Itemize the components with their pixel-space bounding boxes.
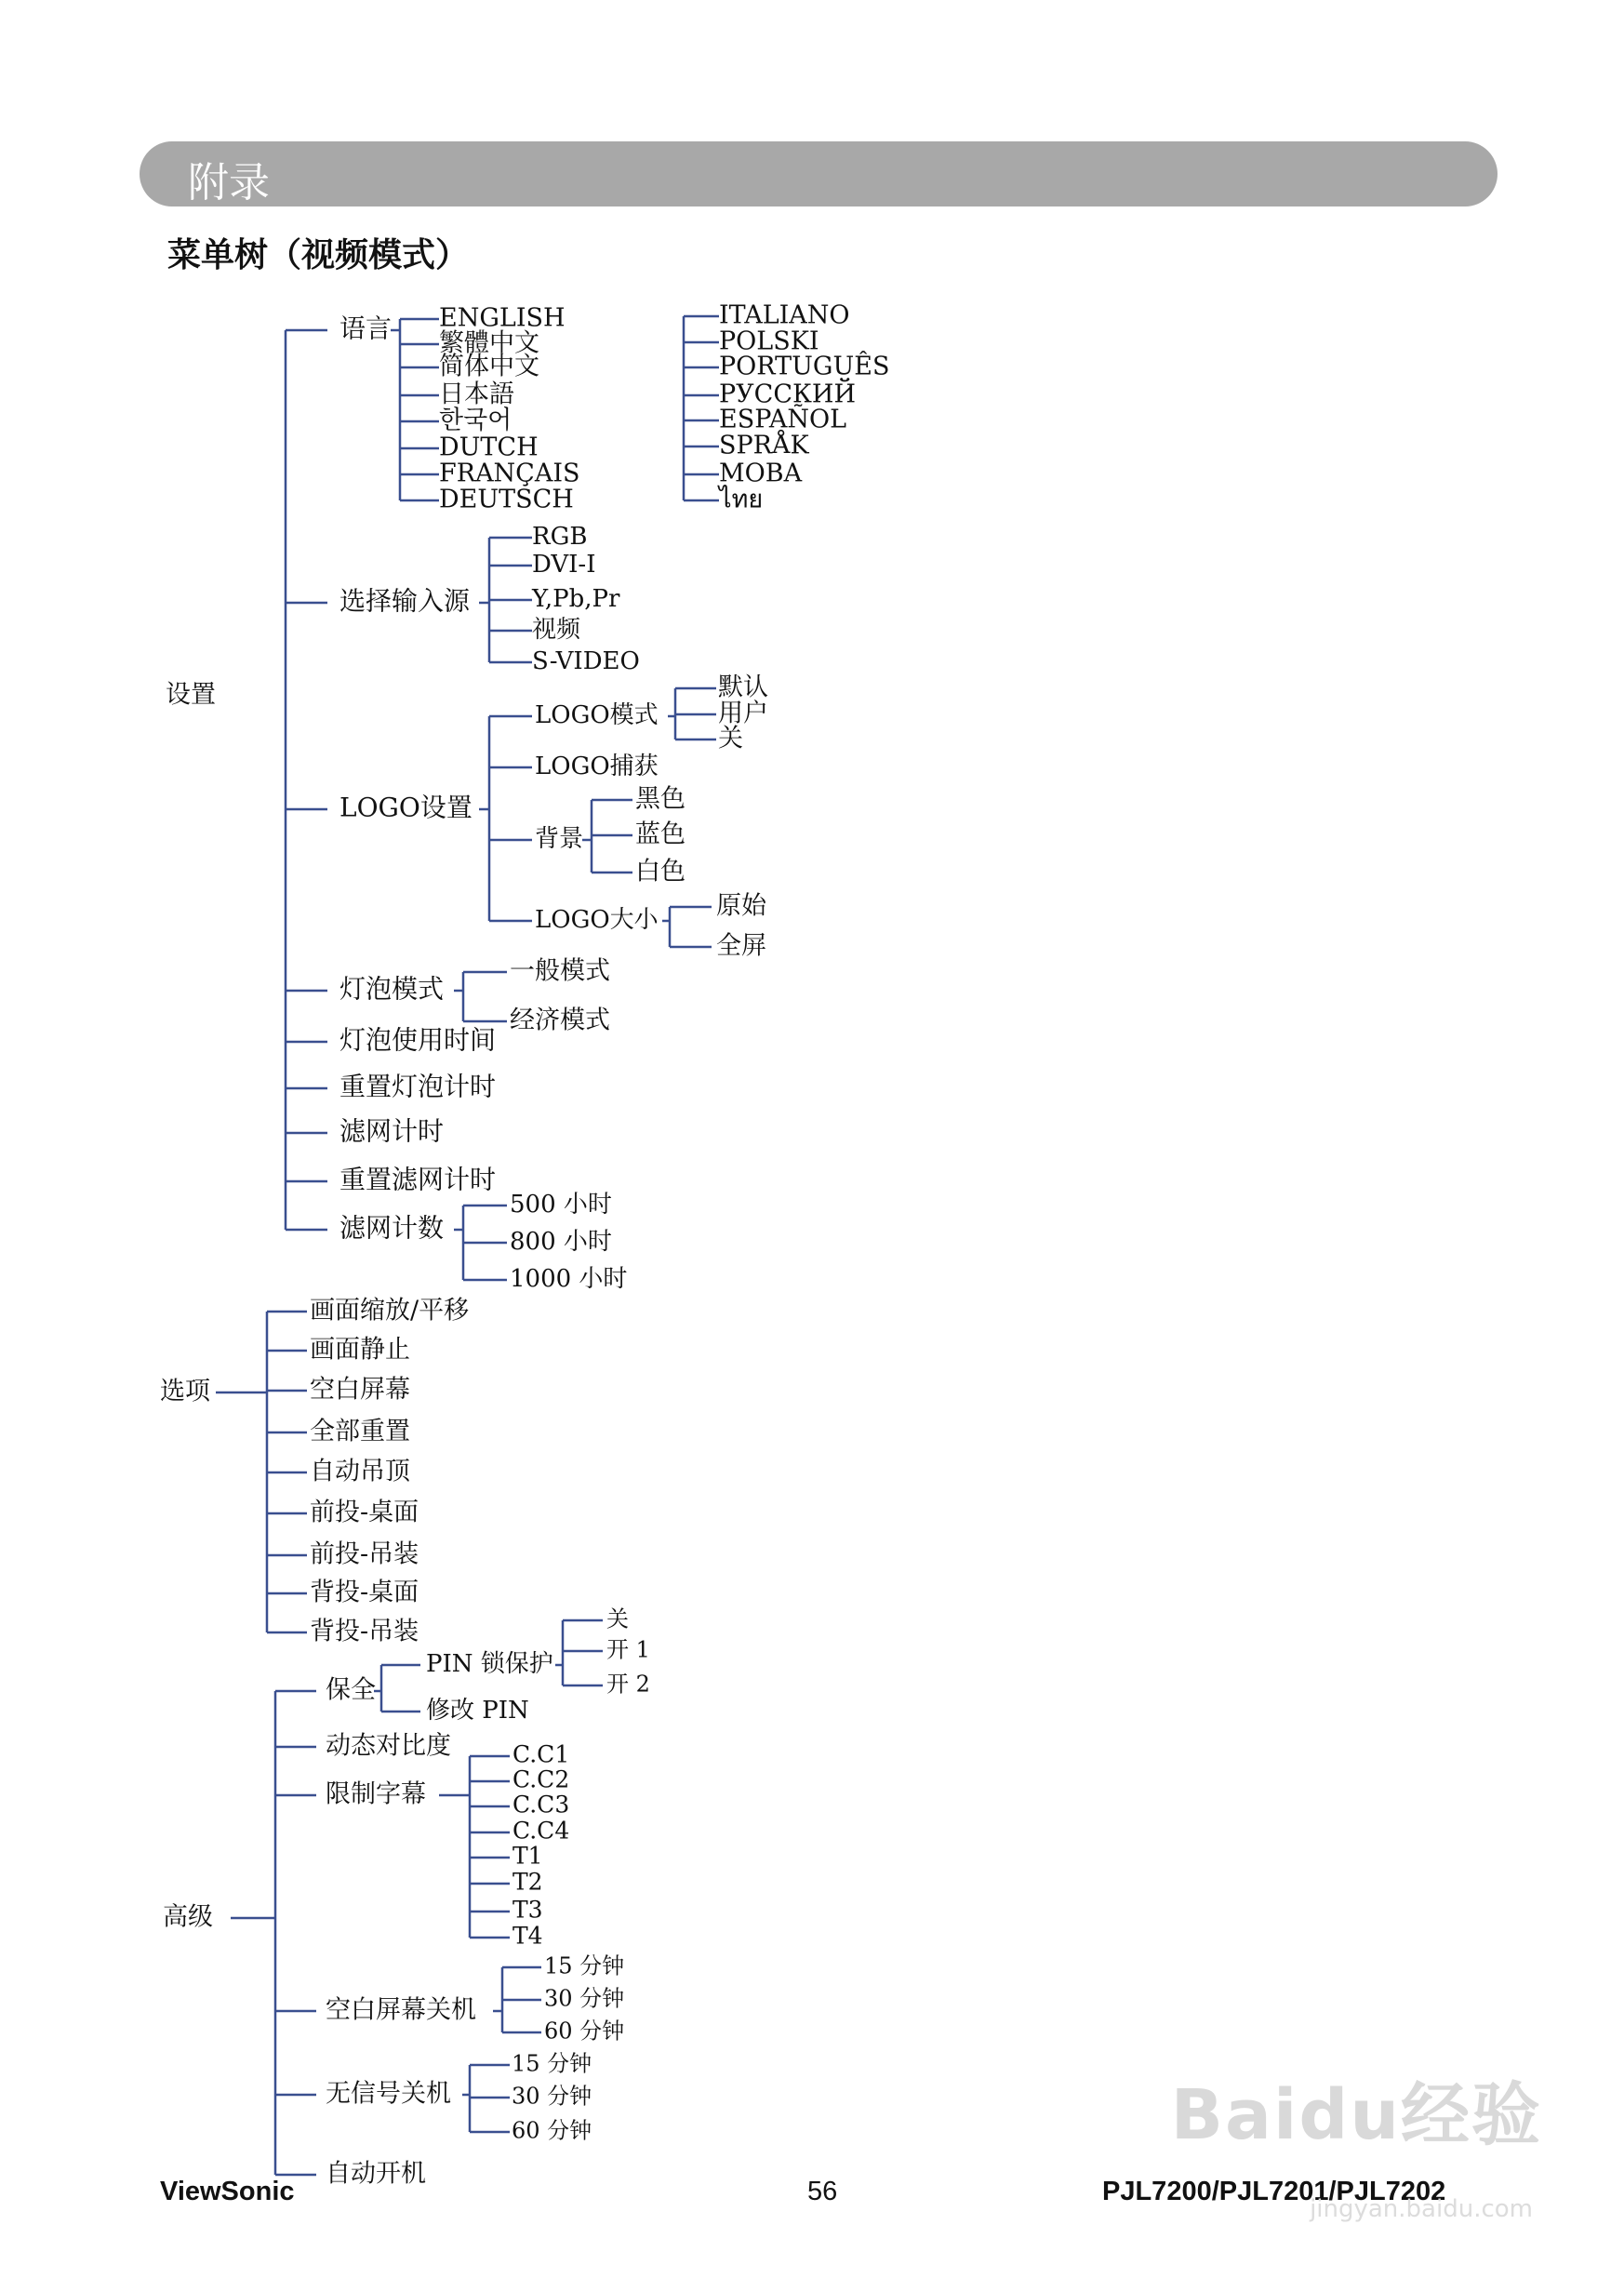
menu-item-label: C.C3 [512, 1791, 570, 1818]
menu-item-label: 保全 [326, 1675, 376, 1705]
top-menu-label: 高级 [163, 1902, 213, 1932]
menu-item-label: LOGO捕获 [535, 753, 659, 780]
menu-item-label: 原始 [716, 891, 766, 921]
menu-item-label: 繁體中文 [439, 328, 539, 358]
menu-item-label: 自动吊顶 [310, 1457, 410, 1486]
menu-item-label: 限制字幕 [326, 1779, 426, 1809]
menu-item-label: 60 分钟 [512, 2117, 592, 2144]
footer-brand: ViewSonic [160, 2177, 295, 2206]
menu-item-label: 自动开机 [326, 2159, 426, 2189]
menu-item-label: DEUTSCH [439, 485, 574, 514]
menu-item-label: 日本語 [439, 380, 514, 409]
menu-item-label: C.C1 [512, 1740, 570, 1768]
menu-item-label: 白色 [635, 857, 686, 886]
menu-item-label: MOBA [719, 459, 803, 488]
menu-item-label: 关 [606, 1605, 629, 1632]
menu-item-label: 全部重置 [310, 1417, 410, 1446]
menu-item-label: 开 2 [606, 1671, 650, 1698]
menu-item-label: LOGO模式 [535, 701, 659, 729]
menu-item-label: 15 分钟 [512, 2050, 592, 2077]
menu-item-label: 空白屏幕 [310, 1375, 410, 1405]
menu-item-label: 画面静止 [310, 1335, 410, 1365]
menu-item-label: DUTCH [439, 433, 539, 462]
menu-item-label: FRANÇAIS [439, 459, 580, 488]
footer-model: PJL7200/PJL7201/PJL7202 [1102, 2177, 1446, 2206]
menu-item-label: DVI-I [532, 551, 596, 579]
menu-item-label: 修改 PIN [426, 1697, 529, 1725]
menu-item-label: 滤网计数 [339, 1212, 445, 1244]
footer-page-number: 56 [807, 2177, 838, 2206]
menu-item-label: 蓝色 [635, 819, 686, 849]
menu-item-label: RGB [532, 523, 588, 551]
top-menu-label: 设置 [166, 680, 216, 710]
menu-item-label: 一般模式 [510, 956, 610, 986]
menu-item-label: 默认 [718, 673, 768, 702]
menu-item-label: 画面缩放/平移 [310, 1296, 470, 1326]
menu-item-label: ENGLISH [439, 303, 566, 333]
menu-item-label: 空白屏幕关机 [326, 1995, 476, 2025]
menu-item-label: Y,Pb,Pr [532, 585, 620, 613]
menu-item-label: РУССКИЙ [719, 380, 856, 409]
menu-item-label: 简体中文 [439, 352, 539, 381]
menu-item-label: LOGO大小 [535, 906, 659, 934]
menu-item-label: 重置灯泡计时 [339, 1071, 497, 1102]
menu-item-label: 前投-桌面 [310, 1498, 419, 1527]
menu-item-label: T1 [512, 1842, 543, 1870]
menu-item-label: 关 [718, 724, 743, 753]
menu-item-label: ไทย [719, 485, 764, 514]
menu-item-label: C.C4 [512, 1817, 570, 1845]
menu-item-label: 全屏 [716, 931, 766, 961]
menu-item-label: LOGO设置 [339, 792, 473, 823]
watermark-logo: Baidu经验 [1170, 2075, 1542, 2155]
menu-item-label: 背投-吊装 [310, 1617, 419, 1646]
menu-item-label: 无信号关机 [326, 2079, 451, 2109]
menu-item-label: 한국어 [439, 406, 512, 435]
watermark-url: jingyan.baidu.com [1310, 2195, 1533, 2223]
menu-item-label: 灯泡使用时间 [339, 1024, 497, 1056]
menu-item-label: 前投-吊装 [310, 1539, 419, 1569]
menu-item-label: T3 [512, 1896, 543, 1924]
banner-title: 附录 [188, 159, 270, 206]
menu-item-label: 滤网计时 [339, 1115, 445, 1147]
menu-item-label: T4 [512, 1922, 543, 1950]
menu-item-label: 背投-桌面 [310, 1578, 419, 1607]
menu-item-label: 1000 小时 [510, 1265, 628, 1293]
menu-item-label: 黑色 [635, 784, 686, 814]
menu-item-label: 60 分钟 [544, 2018, 625, 2045]
menu-item-label: 动态对比度 [326, 1731, 451, 1761]
menu-item-label: C.C2 [512, 1765, 570, 1793]
menu-item-label: 视频 [532, 616, 581, 644]
menu-item-label: 用户 [718, 699, 768, 728]
menu-item-label: PIN 锁保护 [426, 1650, 553, 1678]
menu-item-label: ESPAÑOL [719, 405, 847, 434]
page-subtitle: 菜单树（视频模式） [167, 236, 470, 274]
menu-item-label: 30 分钟 [544, 1985, 625, 2012]
menu-item-label: ITALIANO [719, 300, 850, 330]
menu-item-label: 15 分钟 [544, 1952, 625, 1979]
menu-item-label: S-VIDEO [532, 647, 640, 675]
menu-item-label: PORTUGUÊS [719, 352, 890, 381]
menu-item-label: 重置滤网计时 [339, 1164, 497, 1195]
menu-item-label: 灯泡模式 [339, 973, 445, 1005]
menu-item-label: POLSKI [719, 326, 819, 356]
menu-item-label: 经济模式 [510, 1006, 610, 1035]
menu-item-label: 800 小时 [510, 1228, 612, 1256]
menu-item-label: 500 小时 [510, 1191, 612, 1219]
menu-item-label: 背景 [535, 825, 584, 853]
menu-item-label: 开 1 [606, 1636, 650, 1663]
top-menu-label: 选项 [160, 1377, 210, 1406]
menu-item-label: 30 分钟 [512, 2083, 592, 2110]
menu-item-label: SPRÅK [719, 431, 809, 460]
menu-item-label: 语言 [339, 313, 393, 344]
menu-item-label: T2 [512, 1868, 543, 1896]
menu-item-label: 选择输入源 [339, 585, 471, 617]
